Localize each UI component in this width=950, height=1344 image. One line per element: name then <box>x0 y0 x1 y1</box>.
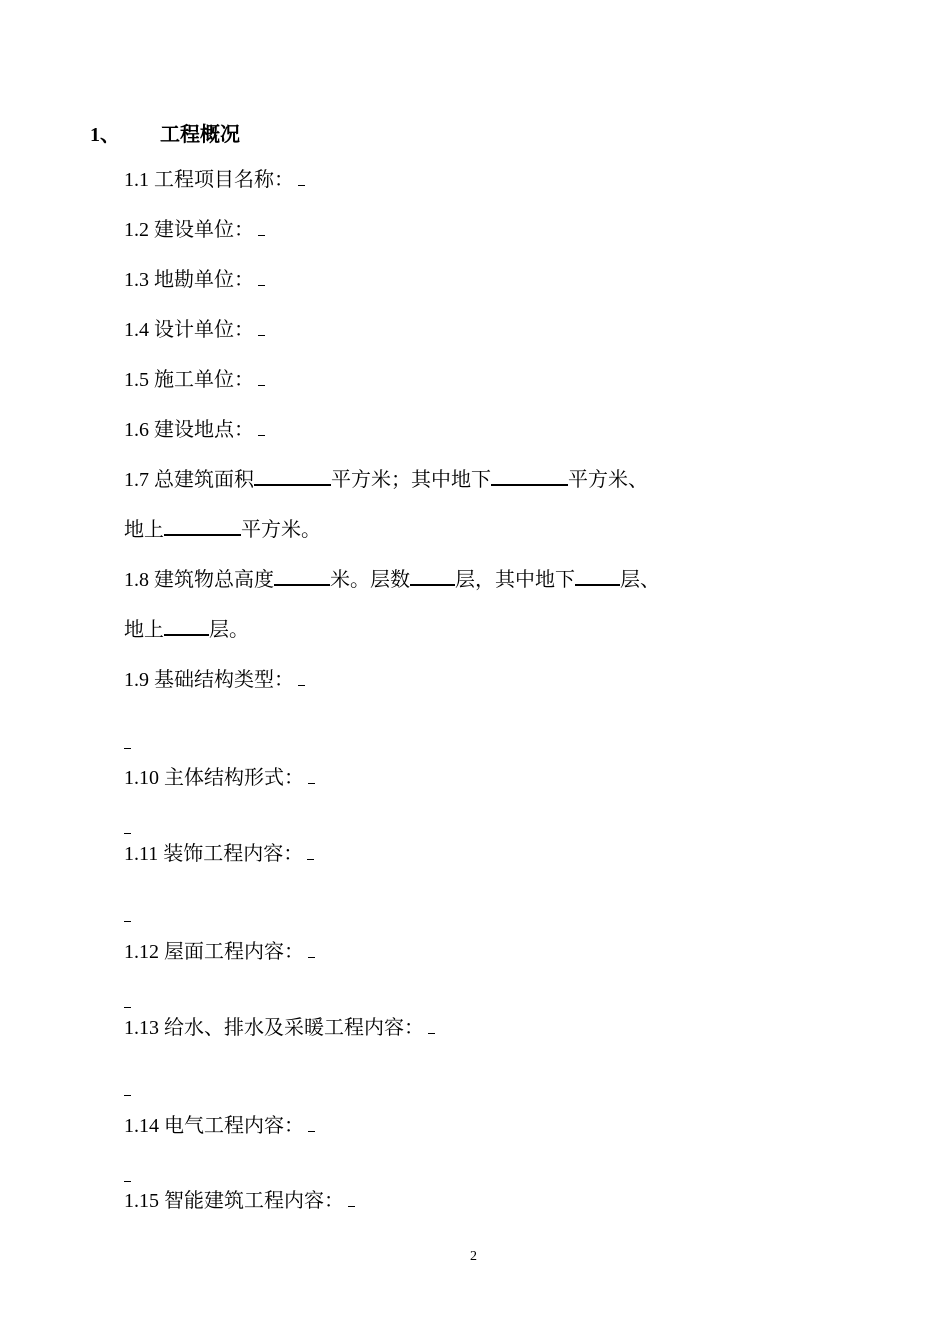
item-1-8-line1 <box>124 566 660 594</box>
floors-blank[interactable] <box>410 566 455 586</box>
item-label: 1.5 施工单位： <box>124 369 254 391</box>
item-label: 1.15 智能建筑工程内容： <box>124 1190 344 1212</box>
item-text: 米。层数 <box>330 569 410 591</box>
continuation-blank[interactable] <box>124 733 131 754</box>
continuation-blank[interactable] <box>124 906 131 927</box>
section-title: 工程概况 <box>160 124 240 146</box>
continuation-blank[interactable] <box>124 818 131 839</box>
item-1-9 <box>124 666 305 694</box>
item-1-13 <box>124 1014 435 1042</box>
underground-area-blank[interactable] <box>491 466 568 486</box>
item-text: 平方米。 <box>241 519 321 541</box>
item-1-15 <box>124 1187 355 1215</box>
fill-blank[interactable] <box>308 768 315 784</box>
item-label: 1.7 总建筑面积 <box>124 469 254 491</box>
item-label: 1.2 建设单位： <box>124 219 254 241</box>
item-label: 1.11 装饰工程内容： <box>124 843 304 865</box>
fill-blank[interactable] <box>258 320 265 336</box>
item-text: 层、 <box>620 569 660 591</box>
fill-blank[interactable] <box>258 220 265 236</box>
underground-floors-blank[interactable] <box>575 566 620 586</box>
item-text: 地上 <box>124 519 164 541</box>
fill-blank[interactable] <box>298 170 305 186</box>
item-text: 平方米；其中地下 <box>331 469 491 491</box>
fill-blank[interactable] <box>428 1018 435 1034</box>
aboveground-area-blank[interactable] <box>164 516 241 536</box>
item-1-8-line2 <box>124 616 249 644</box>
continuation-blank[interactable] <box>124 1080 131 1101</box>
item-label: 1.3 地勘单位： <box>124 269 254 291</box>
fill-blank[interactable] <box>308 942 315 958</box>
fill-blank[interactable] <box>348 1191 355 1207</box>
fill-blank[interactable] <box>307 844 314 860</box>
item-label: 1.13 给水、排水及采暖工程内容： <box>124 1017 424 1039</box>
continuation-blank[interactable] <box>124 1166 131 1187</box>
section-number: 1、 <box>90 124 120 146</box>
item-1-12 <box>124 938 315 966</box>
item-label: 1.1 工程项目名称： <box>124 169 294 191</box>
fill-blank[interactable] <box>308 1116 315 1132</box>
item-label: 1.4 设计单位： <box>124 319 254 341</box>
page-number: 2 <box>470 1249 477 1264</box>
item-1-2 <box>124 216 265 244</box>
item-label: 1.10 主体结构形式： <box>124 767 304 789</box>
fill-blank[interactable] <box>298 670 305 686</box>
item-1-4 <box>124 316 265 344</box>
item-1-1 <box>124 166 305 194</box>
item-label: 1.6 建设地点： <box>124 419 254 441</box>
item-1-14 <box>124 1112 315 1140</box>
item-label: 1.14 电气工程内容： <box>124 1115 304 1137</box>
height-blank[interactable] <box>274 566 330 586</box>
item-1-7-line2 <box>124 516 321 544</box>
fill-blank[interactable] <box>258 420 265 436</box>
item-text: 地上 <box>124 619 164 641</box>
item-label: 1.9 基础结构类型： <box>124 669 294 691</box>
item-1-6 <box>124 416 265 444</box>
fill-blank[interactable] <box>258 270 265 286</box>
continuation-blank[interactable] <box>124 992 131 1013</box>
item-1-5 <box>124 366 265 394</box>
fill-blank[interactable] <box>258 370 265 386</box>
item-text: 平方米、 <box>568 469 648 491</box>
item-1-7-line1 <box>124 466 648 494</box>
item-text: 层，其中地下 <box>455 569 575 591</box>
aboveground-floors-blank[interactable] <box>164 616 209 636</box>
item-1-10 <box>124 764 315 792</box>
item-1-11 <box>124 840 314 868</box>
section-heading <box>90 118 240 147</box>
item-label: 1.12 屋面工程内容： <box>124 941 304 963</box>
item-label: 1.8 建筑物总高度 <box>124 569 274 591</box>
item-1-3 <box>124 266 265 294</box>
item-text: 层。 <box>209 619 249 641</box>
total-area-blank[interactable] <box>254 466 331 486</box>
